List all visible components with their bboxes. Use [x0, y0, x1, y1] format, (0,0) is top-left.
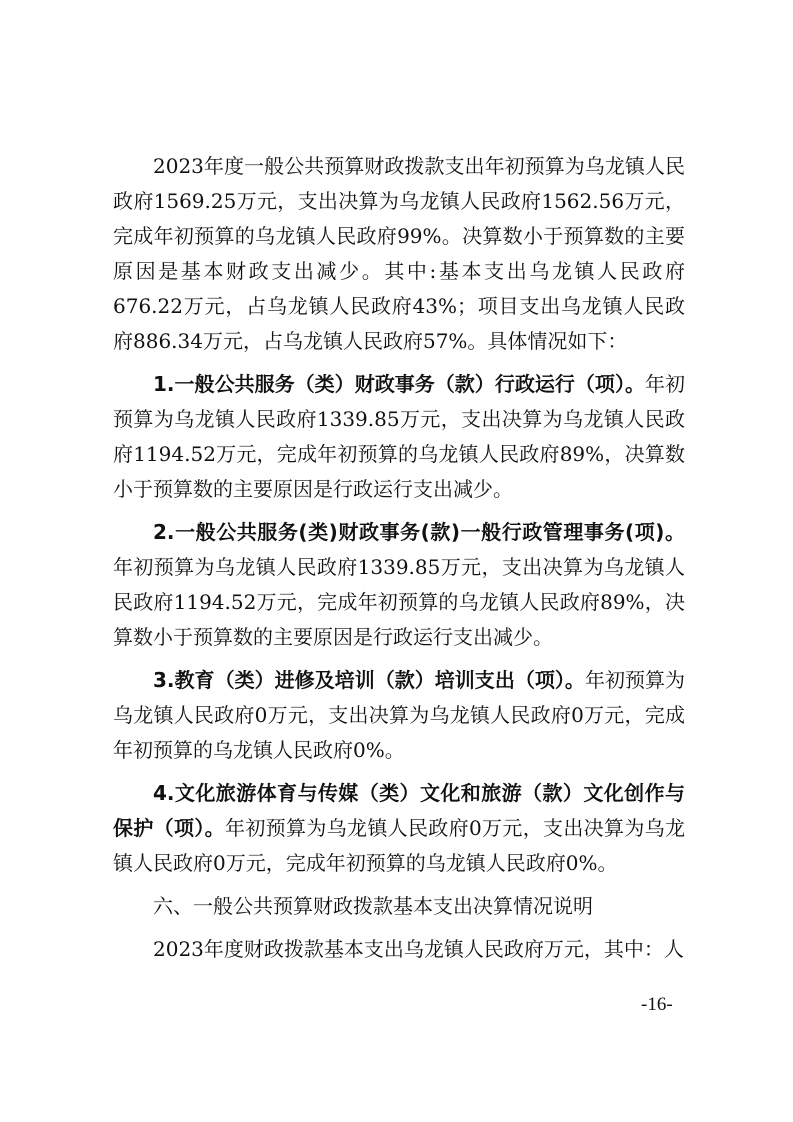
item-2-body: 年初预算为乌龙镇人民政府1339.85万元，支出决算为乌龙镇人民政府1194.52万元，完成年初预算的乌龙镇人民政府89%，决算数小于预算数的主要原因是行政运行支出减少。	[113, 555, 685, 649]
item-1-paragraph	[113, 367, 685, 507]
page-body	[113, 149, 685, 975]
item-3-title: 3.教育（类）进修及培训（款）培训支出（项）。	[153, 668, 585, 692]
item-1-body: 年初预算为乌龙镇人民政府1339.85万元，支出决算为乌龙镇人民政府1194.52万元，完成年初预算的乌龙镇人民政府89%，决算数小于预算数的主要原因是行政运行支出减少。	[113, 372, 686, 501]
section-6-heading: 六、一般公共预算财政拨款基本支出决算情况说明	[153, 894, 593, 918]
page-number: -16-	[641, 994, 673, 1015]
item-1-title: 1.一般公共服务（类）财政事务（款）行政运行（项）。	[153, 372, 645, 396]
section-6-paragraph: 2023年度财政拨款基本支出乌龙镇人民政府万元，其中：人	[153, 937, 684, 961]
intro-paragraph: 2023年度一般公共预算财政拨款支出年初预算为乌龙镇人民政府1569.25万元，支出决算为乌龙镇人民政府1562.56万元，完成年初预算的乌龙镇人民政府99%。决算数小于预算数的主要原因是基本财政支出减少。其中:基本支出乌龙镇人民政府676.22万元，占乌龙镇人民政府43%；项目支出乌龙镇人民政府886.34万元，占乌龙镇人民政府57%。具体情况如下：	[113, 154, 685, 353]
item-3-paragraph	[113, 663, 685, 768]
item-2-title: 2.一般公共服务(类)财政事务(款)一般行政管理事务(项)。	[153, 520, 685, 544]
item-4-title: 4.文化旅游体育与传媒（类）文化和旅游（款）文化创作与保护（项）。	[113, 781, 685, 840]
item-4-body: 年初预算为乌龙镇人民政府0万元，支出决算为乌龙镇人民政府0万元，完成年初预算的乌龙镇人民政府0%。	[113, 816, 686, 875]
item-4-paragraph	[113, 776, 685, 881]
item-3-body: 年初预算为乌龙镇人民政府0万元，支出决算为乌龙镇人民政府0万元，完成年初预算的乌龙镇人民政府0%。	[113, 668, 686, 762]
item-2-paragraph	[113, 515, 685, 655]
